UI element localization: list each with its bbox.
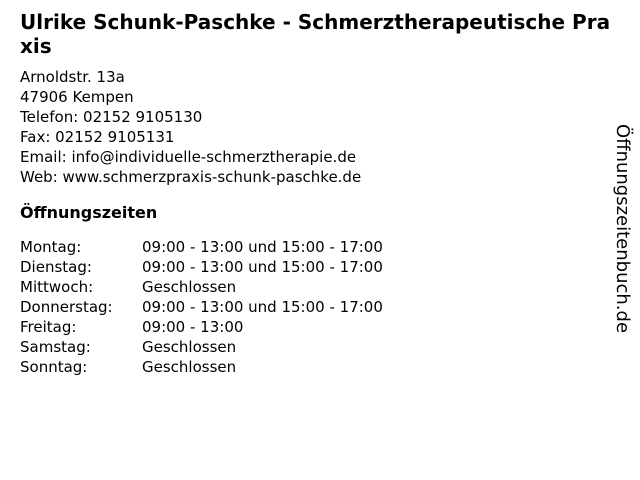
page-content — [20, 10, 617, 377]
web-line: Web: www.schmerzpraxis-schunk-paschke.de — [20, 168, 362, 186]
hours-day-label: Freitag: — [20, 318, 77, 336]
hours-day-label: Mittwoch: — [20, 278, 94, 296]
opening-hours-table — [20, 237, 617, 377]
page-title: Ulrike Schunk-Paschke - Schmerztherapeutische Praxis — [20, 10, 611, 58]
hours-time-value: 09:00 - 13:00 und 15:00 - 17:00 — [142, 298, 383, 316]
hours-day-label: Sonntag: — [20, 358, 88, 376]
fax-line: Fax: 02152 9105131 — [20, 128, 175, 146]
opening-hours-heading: Öffnungszeiten — [20, 203, 158, 222]
hours-time-value: 09:00 - 13:00 und 15:00 - 17:00 — [142, 258, 383, 276]
hours-row-wednesday — [20, 277, 617, 297]
hours-day-label: Montag: — [20, 238, 82, 256]
hours-time-value: 09:00 - 13:00 und 15:00 - 17:00 — [142, 238, 383, 256]
email-line: Email: info@individuelle-schmerztherapie.de — [20, 148, 357, 166]
hours-row-monday — [20, 237, 617, 257]
hours-time-value: Geschlossen — [142, 338, 237, 356]
hours-day-label: Samstag: — [20, 338, 91, 356]
hours-row-tuesday — [20, 257, 617, 277]
address-city: 47906 Kempen — [20, 88, 134, 106]
vertical-site-watermark: Öffnungszeitenbuch.de — [612, 124, 633, 334]
phone-line: Telefon: 02152 9105130 — [20, 108, 203, 126]
hours-row-friday — [20, 317, 617, 337]
hours-time-value: Geschlossen — [142, 278, 237, 296]
hours-row-thursday — [20, 297, 617, 317]
address-street: Arnoldstr. 13a — [20, 68, 125, 86]
hours-row-saturday — [20, 337, 617, 357]
hours-time-value: Geschlossen — [142, 358, 237, 376]
hours-day-label: Donnerstag: — [20, 298, 113, 316]
contact-block — [20, 67, 617, 187]
hours-day-label: Dienstag: — [20, 258, 92, 276]
hours-time-value: 09:00 - 13:00 — [142, 318, 244, 336]
hours-row-sunday — [20, 357, 617, 377]
